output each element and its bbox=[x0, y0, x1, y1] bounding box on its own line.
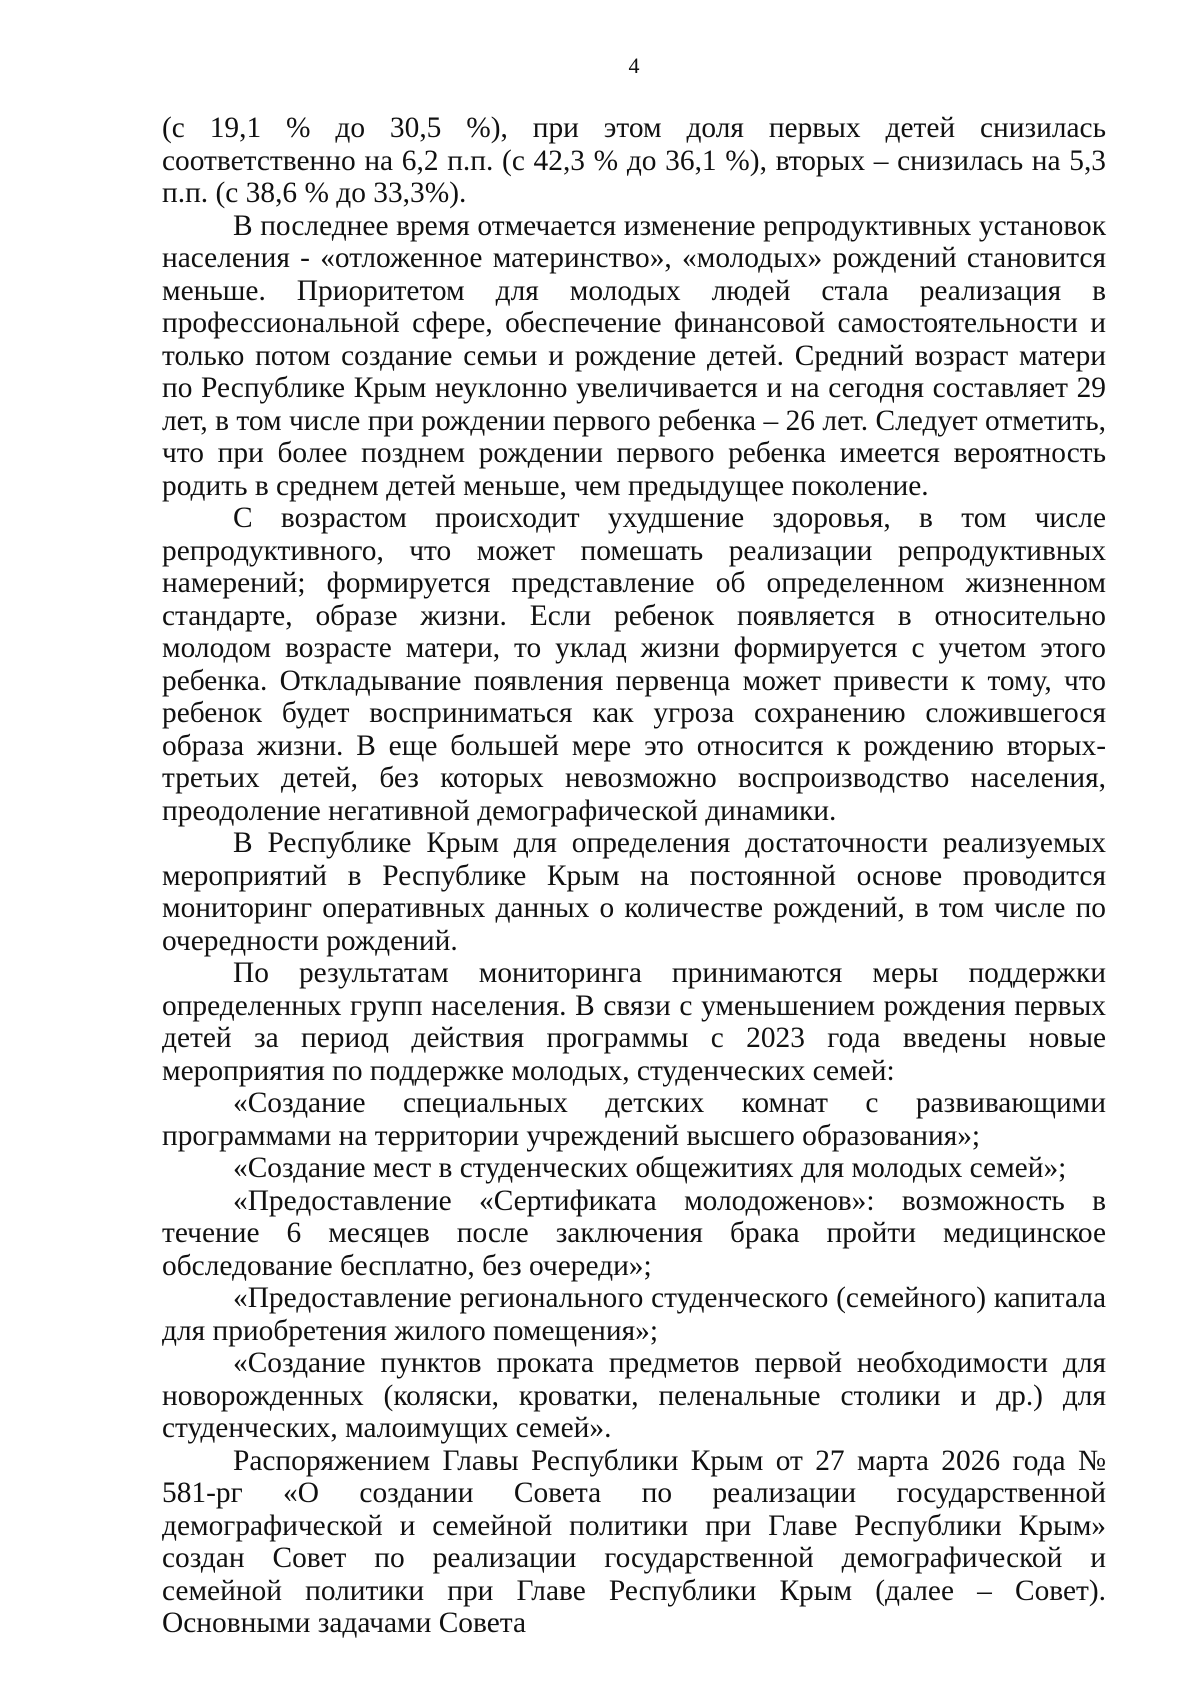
list-item-dormitories: «Создание мест в студенческих общежитиях для молодых семей»; bbox=[233, 1152, 1067, 1184]
list-item-children-rooms: «Создание специальных детских комнат с развивающими программами на территории учреждений высшего образования»; bbox=[162, 1087, 1106, 1152]
paragraph-monitoring: В Республике Крым для определения достаточности реализуемых мероприятий в Республике Крым на постоянной основе проводится мониторинг оперативных данных о количестве рождений, в том числе по очередности рождений. bbox=[162, 827, 1106, 957]
paragraph-support-measures: По результатам мониторинга принимаются меры поддержки определенных групп населения. В связи с уменьшением рождения первых детей за период действия программы с 2023 года введены новые мероприятия по поддержке молодых, студенческих семей: bbox=[162, 957, 1106, 1087]
list-item-student-capital: «Предоставление регионального студенческого (семейного) капитала для приобретения жилого помещения»; bbox=[162, 1282, 1106, 1347]
document-body bbox=[162, 112, 1106, 1640]
page-number: 4 bbox=[628, 53, 640, 78]
paragraph-continuation: (с 19,1 % до 30,5 %), при этом доля первых детей снизилась соответственно на 6,2 п.п. (с 42,3 % до 36,1 %), вторых – снизилась на 5,3 п.п. (с 38,6 % до 33,3%). bbox=[162, 112, 1106, 209]
paragraph-health-age: С возрастом происходит ухудшение здоровья, в том числе репродуктивного, что может помешать реализации репродуктивных намерений; формируется представление об определенном жизненном стандарте, образе жизни. Если ребенок появляется в относительно молодом возрасте матери, то уклад жизни формируется с учетом этого ребенка. Откладывание появления первенца может привести к тому, что ребенок будет восприниматься как угроза сохранению сложившегося образа жизни. В еще большей мере это относится к рождению вторых-третьих детей, без которых невозможно воспроизводство населения, преодоление негативной демографической динамики. bbox=[162, 502, 1106, 827]
paragraph-council-order: Распоряжением Главы Республики Крым от 27 марта 2026 года № 581-рг «О создании Совета по реализации государственной демографической и семейной политики при Главе Республики Крым» создан Совет по реализации государственной демографической и семейной политики при Главе Республики Крым (далее – Совет). Основными задачами Совета bbox=[162, 1444, 1106, 1639]
paragraph-reproductive-attitudes: В последнее время отмечается изменение репродуктивных установок населения - «отложенное материнство», «молодых» рождений становится меньше. Приоритетом для молодых людей стала реализация в профессиональной сфере, обеспечение финансовой самостоятельности и только потом создание семьи и рождение детей. Средний возраст матери по Республике Крым неуклонно увеличивается и на сегодня составляет 29 лет, в том числе при рождении первого ребенка – 26 лет. Следует отметить, что при более позднем рождении первого ребенка имеется вероятность родить в среднем детей меньше, чем предыдущее поколение. bbox=[162, 209, 1106, 502]
document-page bbox=[162, 0, 1106, 1697]
list-item-rental-points: «Создание пунктов проката предметов первой необходимости для новорожденных (коляски, кроватки, пеленальные столики и др.) для студенческих, малоимущих семей». bbox=[162, 1347, 1106, 1444]
list-item-newlywed-certificate: «Предоставление «Сертификата молодоженов»: возможность в течение 6 месяцев после заключения брака пройти медицинское обследование бесплатно, без очереди»; bbox=[162, 1184, 1106, 1282]
